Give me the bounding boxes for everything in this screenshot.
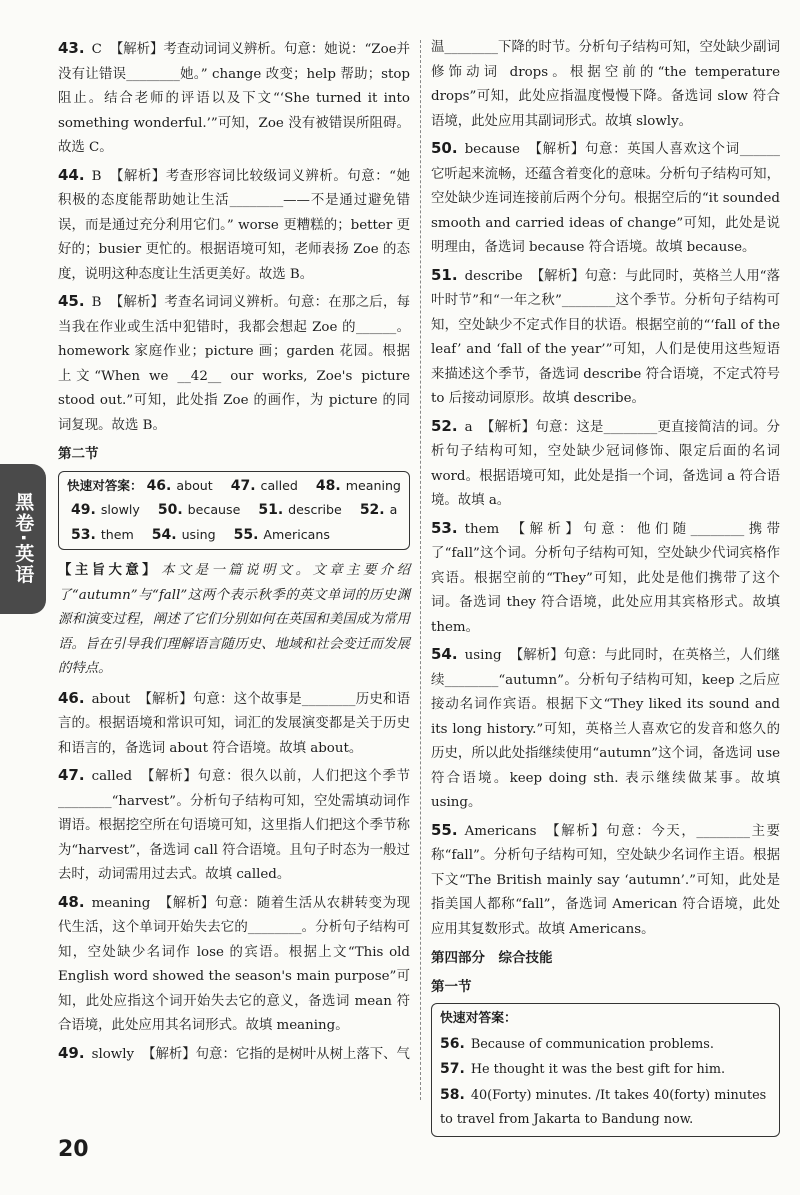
explanation: 【解析】考查动词词义辨析。句意：她说：“Zoe并没有让错误________她。” change 改变；help 帮助；stop 阻止。结合老师的评语以及下文“‘She turned it into something wonderful.’”可知，Zoe 没有被错误所阻碍。故选 C。 [58,42,410,155]
quick-answer-number: 55. [233,526,259,543]
quick-answer-value: describe [288,502,342,517]
answer-item [58,890,410,1039]
question-number: 46. [58,688,85,707]
question-number: 45. [58,292,85,310]
quick-answer-row [440,1083,771,1133]
quick-answer-value: them [100,526,134,542]
section-title: 第二节 [58,446,99,462]
answer-item [58,1041,410,1068]
explanation: 【解析】考查名词词义辨析。句意：在那之后，每当我在作业或生活中犯错时，我都会想起 Zoe 的______。homework 家庭作业；picture 画；garden 花园。根据上文“When we __42__ our works, Zoe's picture stood out.”可知，此处指 Zoe 的画作，为 picture 的同词复现。故选 B。 [58,295,410,433]
question-number: 53. [431,518,458,537]
question-number: 48. [58,892,85,911]
quick-answer-number: 47. [230,477,256,494]
quick-answer-number: 58. [440,1086,465,1103]
quick-answer-value: about [176,477,213,493]
answer-item [58,36,410,161]
side-tab: 黑卷·英语 [0,464,46,614]
answer: using [464,648,502,663]
quick-answer-row [67,474,401,499]
answer: because [464,142,520,157]
question-number: 52. [431,416,458,435]
answer-item [58,686,410,762]
quick-answer-value: He thought it was the best gift for him. [470,1062,726,1077]
right-column [431,36,780,1137]
answer: about [91,691,131,707]
explanation: 【解析】句意：它指的是树叶从树上落下、气 [142,1046,410,1062]
question-number: 44. [58,165,85,184]
quick-answer-value: called [260,477,298,493]
quick-answer-number: 53. [71,526,96,543]
question-number: 49. [58,1043,85,1062]
quick-answer-value: a [389,502,398,517]
answer-item [431,516,780,641]
quick-answer-value: using [181,526,216,542]
quick-answer-row [440,1032,771,1058]
quick-answer-row [67,523,401,548]
answer: B [91,295,102,310]
quick-answer-value: Because of communication problems. [470,1036,714,1052]
quick-answer-number: 57. [440,1061,465,1077]
quick-answer-number: 52. [359,502,385,518]
quick-answer-number: 48. [315,477,341,494]
page-number: 20 [58,1137,89,1162]
quick-answer-value: slowly [100,502,140,517]
answer-item [431,818,780,943]
part-title: 第四部分 综合技能 [431,950,553,966]
answer: a [464,419,473,435]
quick-answer-value: meaning [345,477,401,493]
quick-answer-value: 40(Forty) minutes. /It takes 40(forty) minutes to travel from Jakarta to Bandung now. [440,1087,767,1127]
explanation: 【解析】句意：英国人喜欢这个词______它听起来流畅，还蕴含着变化的意味。分析句子结构可知，空处缺少连词连接前后两个分句。根据空后的“it sounded smooth and carried ideas of change”可知，此处是说明理由，备选词 because 符合语境。故填 because。 [431,142,780,255]
section-title: 第一节 [431,978,472,995]
answer-item [431,263,780,412]
answer-item [431,642,780,816]
quick-answer-row [67,498,401,523]
quick-answer-number: 56. [440,1035,465,1052]
answer-item [58,289,410,438]
answer: called [91,769,133,784]
question-number: 43. [58,39,85,57]
quick-answer-value: because [187,502,241,517]
answer-item [58,163,410,288]
question-number: 50. [431,139,458,157]
quick-answer-box-2 [431,1003,780,1137]
question-number: 55. [431,820,458,839]
quick-answer-number: 54. [151,526,177,543]
answer: C [91,42,102,57]
quick-answer-number: 51. [258,502,284,518]
explanation: 【解析】句意：他们随________携带了“fall”这个词。分析句子结构可知，空处缺少代词宾格作宾语。根据空前的“They”可知，此处是他们携带了这个词。备选词 they 符合语境，此处应用其宾格形式。故填 them。 [431,521,780,635]
answer-item [431,414,780,514]
quick-answer-number: 49. [71,502,96,518]
summary: 【主旨大意】 本文是一篇说明文。文章主要介绍了“autumn”与“fall”这两个表示秋季的英文单词的历史渊源和演变过程，阐述了它们分别如何在英国和美国成为常用语。旨在引导我们理解语言随历史、地域和社会变迁而发展的特点。 [58,562,411,676]
quick-answer-box [58,471,410,551]
question-number: 47. [58,766,85,784]
explanation: 【解析】考查形容词比较级词义辨析。句意：“她积极的态度能帮助她让生活________——不是通过避免错误，而是通过充分利用它们。” worse 更糟糕的；better 更好的；busier 更忙的。根据语境可知，老师表扬 Zoe 的态度，说明这种态度让生活更美好。故选 B。 [58,168,410,282]
explanation: 【解析】句意：这个故事是________历史和语言的。根据语境和常识可知，词汇的发展演变都是关于历史和语言的，备选词 about 符合语境。故填 about。 [58,691,410,756]
answer: slowly [91,1046,135,1062]
answer: meaning [91,895,151,911]
quick-answer-number: 50. [157,502,183,518]
explanation: 【解析】句意：与此同时，英格兰人用“落叶时节”和“一年之秋”________这个季节。分析句子结构可知，空处缺少不定式作目的状语。根据空前的“‘fall of the leaf’ and ‘fall of the year’”可知，人们是使用这些短语来描述这个季节，备选词 describe 符合语境，不定式符号 to 后接动词原形。故填 describe。 [431,268,780,406]
answer-item [58,763,410,888]
column-divider [420,40,421,1100]
explanation: 【解析】句意：很久以前，人们把这个季节________“harvest”。分析句子结构可知，空处需填动词作谓语。根据挖空所在句语境可知，这里指人们把这个季节称为“harvest”，备选词 call 符合语境。且句子时态为一般过去时，动词需用过去式。故填 called。 [58,769,410,882]
question-number: 51. [431,265,458,284]
answer-item [431,136,780,261]
quick-answer-label: 快速对答案： [67,477,143,493]
question-number: 54. [431,645,458,663]
quick-answer-label: 快速对答案： [440,1011,517,1026]
explanation: 【解析】句意：今天，________主要称“fall”。分析句子结构可知，空处缺少名词作主语。根据下文“The British mainly say ‘autumn’.”可知，此处是指美国人都称“fall”，备选词 American 符合语境，此处应用其复数形式。故填 Americans。 [431,823,780,937]
continued-explanation: 温________下降的时节。分析句子结构可知，空处缺少副词修饰动词 drops。根据空前的“the temperature drops”可知，此处应指温度慢慢下降。备选词 slow 符合语境，此处应用其副词形式。故填 slowly。 [431,40,780,129]
quick-answer-value: Americans [263,526,330,542]
answer: Americans [464,823,537,839]
explanation: 【解析】句意：随着生活从农耕转变为现代生活，这个单词开始失去它的________。分析句子结构可知，空处缺少名词作 lose 的宾语。根据上文“This old English word showed the season's main purpose”可知，此处应指这个词开始失去它的意义，备选词 mean 符合语境，此处应用其名词形式。故填 meaning。 [58,895,410,1033]
answer: B [91,168,102,184]
left-column [58,36,410,1069]
quick-answer-row [440,1057,771,1083]
explanation: 【解析】句意：与此同时，在英格兰，人们继续________“autumn”。分析句子结构可知，keep 之后应接动名词作宾语。根据下文“They liked its sound and its long history.”可知，英格兰人喜欢它的发音和悠久的历史，所以此处指继续使用“autumn”这个词，备选词 use 符合语境。keep doing sth. 表示继续做某事。故填 using。 [431,648,780,810]
quick-answer-number: 46. [146,477,172,494]
answer: them [464,521,500,537]
explanation: 【解析】句意：这是________更直接简洁的词。分析句子结构可知，空处缺少冠词修饰、限定后面的名词 word。根据语境可知，此处是指一个词，备选词 a 符合语境。故填 a。 [431,419,780,508]
answer: describe [464,268,523,284]
